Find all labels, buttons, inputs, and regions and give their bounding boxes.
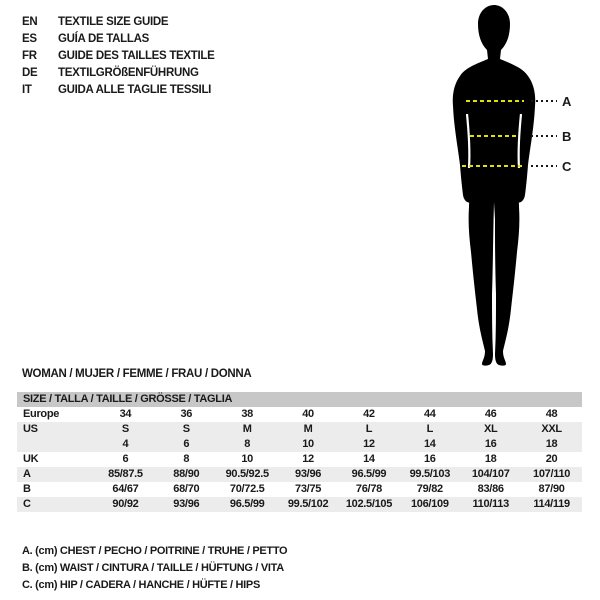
table-cell: 16 (484, 438, 497, 450)
table-cell: 87/90 (538, 483, 565, 495)
language-row-fr (22, 48, 215, 65)
language-code: ES (22, 33, 37, 45)
hip-dash-line (462, 165, 524, 167)
waist-dotted-leader (531, 135, 557, 137)
table-cell: 18 (545, 438, 558, 450)
table-cell: 99.5/103 (409, 468, 451, 480)
table-cell: 93/96 (173, 498, 200, 510)
table-cell: 96.5/99 (229, 498, 265, 510)
table-cell: 99.5/102 (287, 498, 329, 510)
table-cell: 90/92 (112, 498, 139, 510)
waist-dash-line (470, 135, 518, 137)
row-label: UK (23, 453, 39, 465)
language-row-es (22, 31, 215, 48)
section-title-woman: WOMAN / MUJER / FEMME / FRAU / DONNA (22, 368, 252, 380)
table-cell: 44 (423, 408, 436, 420)
table-cell: 12 (363, 438, 375, 450)
table-cell: 18 (484, 453, 497, 465)
language-title: GUIDA ALLE TAGLIE TESSILI (58, 84, 212, 96)
table-cell: 102.5/105 (345, 498, 393, 510)
woman-silhouette-icon (414, 4, 574, 366)
table-cell: 96.5/99 (351, 468, 387, 480)
table-cell: 8 (183, 453, 190, 465)
row-label: A (23, 468, 31, 480)
table-row-uk (17, 452, 582, 467)
table-cell: 90.5/92.5 (225, 468, 269, 480)
row-label: C (23, 498, 31, 510)
table-row-us-numbers (17, 437, 582, 452)
table-cell: 68/70 (173, 483, 200, 495)
table-cell: 70/72.5 (229, 483, 265, 495)
language-title-block (22, 14, 215, 99)
table-row-chest-a (17, 467, 582, 482)
table-cell: S (121, 423, 129, 435)
table-cell: XL (483, 423, 498, 435)
table-cell: 10 (241, 453, 253, 465)
table-cell: 88/90 (173, 468, 200, 480)
row-label: US (23, 423, 38, 435)
table-cell: 85/87.5 (108, 468, 143, 480)
measurement-legend (22, 543, 287, 594)
table-cell: L (426, 423, 434, 435)
chest-dotted-leader (531, 100, 557, 102)
language-title: TEXTILGRÖßENFÜHRUNG (58, 67, 199, 79)
table-cell: 42 (363, 408, 375, 420)
language-code: IT (22, 84, 32, 96)
table-cell: 93/96 (295, 468, 322, 480)
table-row-hip-c (17, 497, 582, 512)
table-cell: 16 (423, 453, 436, 465)
legend-waist: B. (cm) WAIST / CINTURA / TAILLE / HÜFTUNG / VITA (22, 562, 284, 574)
measure-label-a: A (562, 94, 572, 109)
table-cell: S (182, 423, 190, 435)
row-label: Europe (23, 408, 60, 420)
table-cell: 14 (423, 438, 436, 450)
table-cell: 12 (302, 453, 314, 465)
language-row-en (22, 14, 215, 31)
language-code: EN (22, 16, 38, 28)
table-cell: 76/78 (355, 483, 382, 495)
language-code: FR (22, 50, 37, 62)
legend-chest: A. (cm) CHEST / PECHO / POITRINE / TRUHE / PETTO (22, 545, 288, 557)
language-title: TEXTILE SIZE GUIDE (58, 16, 169, 28)
table-cell: 48 (545, 408, 558, 420)
language-title: GUIDE DES TAILLES TEXTILE (58, 50, 215, 62)
table-cell: 64/67 (112, 483, 139, 495)
table-cell: 40 (302, 408, 314, 420)
language-row-de (22, 65, 215, 82)
table-cell: 46 (484, 408, 497, 420)
legend-hip: C. (cm) HIP / CADERA / HANCHE / HÜFTE / HIPS (22, 579, 260, 591)
table-cell: 34 (119, 408, 132, 420)
hip-dotted-leader (531, 165, 557, 167)
row-label (17, 437, 95, 452)
table-cell: 106/109 (410, 498, 449, 510)
table-cell: M (242, 423, 252, 435)
table-row-us-letters (17, 422, 582, 437)
table-cell: 38 (241, 408, 253, 420)
table-row-waist-b (17, 482, 582, 497)
table-cell: 8 (244, 438, 251, 450)
table-cell: 6 (183, 438, 190, 450)
table-cell: 36 (180, 408, 193, 420)
table-cell: 107/110 (533, 468, 571, 480)
measure-label-b: B (562, 129, 572, 144)
row-label: B (23, 483, 31, 495)
language-code: DE (22, 67, 38, 79)
table-cell: M (303, 423, 313, 435)
table-cell: XXL (541, 423, 562, 435)
table-row-europe (17, 407, 582, 422)
table-cell: 73/75 (295, 483, 322, 495)
table-cell: 79/82 (416, 483, 443, 495)
language-row-it (22, 82, 215, 99)
table-cell: 20 (545, 453, 558, 465)
table-cell: 14 (363, 453, 375, 465)
table-cell: 10 (302, 438, 314, 450)
language-title: GUÍA DE TALLAS (58, 33, 149, 45)
table-cell: 4 (122, 438, 129, 450)
size-table (17, 392, 582, 512)
size-table-header: SIZE / TALLA / TAILLE / GRÖSSE / TAGLIA (17, 392, 582, 407)
table-cell: 6 (122, 453, 129, 465)
chest-dash-line (466, 100, 524, 102)
table-cell: 104/107 (471, 468, 510, 480)
table-cell: L (365, 423, 373, 435)
table-cell: 114/119 (533, 498, 570, 510)
measure-label-c: C (562, 159, 572, 174)
table-cell: 110/113 (472, 498, 509, 510)
woman-figure (414, 4, 574, 366)
table-cell: 83/86 (477, 483, 504, 495)
